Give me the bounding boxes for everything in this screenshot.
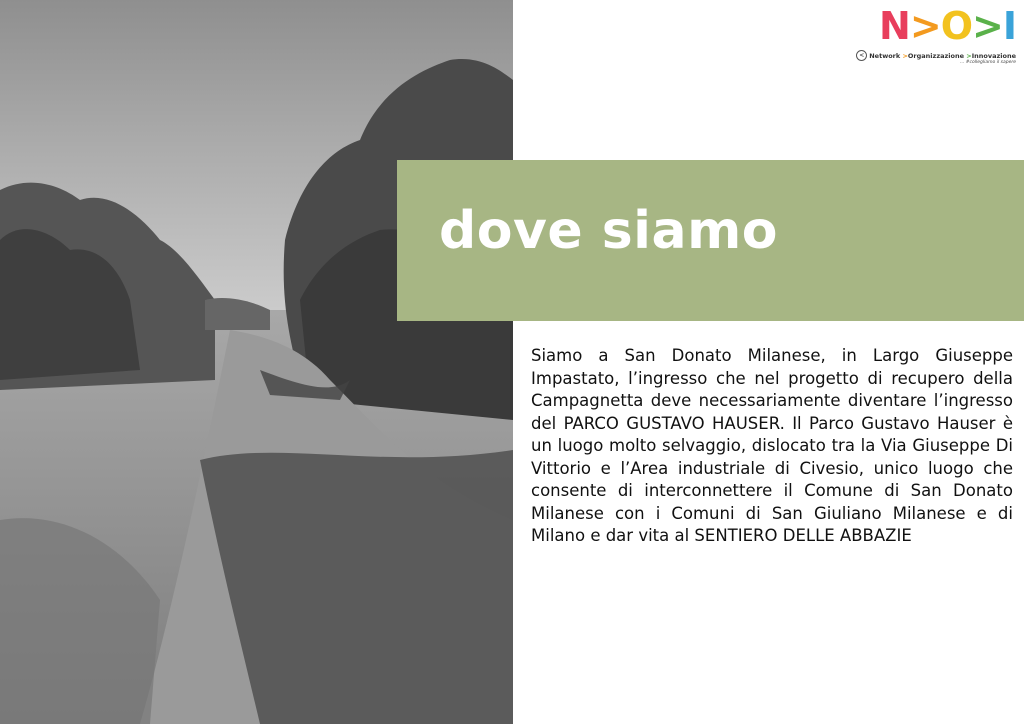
logo-wordmark	[879, 4, 1016, 48]
logo-arrow-2: >	[972, 4, 1003, 48]
page-title: dove siamo	[439, 201, 778, 261]
body-paragraph: Siamo a San Donato Milanese, in Largo Giuseppe Impastato, l’ingresso che nel progetto di recupero della Campagnetta deve necessariamente diventare l’ingresso del PARCO GUSTAVO HAUSER. Il Parco Gustavo Hauser è un luogo molto selvaggio, dislocato tra la Via Giuseppe Di Vittorio e l’Area industriale di Civesio, unico luogo che consente di interconnettere il Comune di San Donato Milanese con i Comuni di San Giuliano Milanese e di Milano e dar vita al SENTIERO DELLE ABBAZIE	[531, 346, 1013, 545]
noi-logo	[859, 4, 1018, 66]
tagline-arrow-1: >	[902, 51, 908, 60]
logo-subtitle: ... #collegliamo il sapere	[960, 60, 1016, 65]
logo-letter-n: N	[879, 4, 910, 48]
logo-letter-o: O	[940, 4, 973, 48]
tagline-arrow-2: >	[966, 51, 972, 60]
logo-arrow-1: >	[909, 4, 941, 48]
tagline-network: Network	[869, 51, 903, 60]
logo-letter-i: I	[1002, 4, 1016, 48]
share-icon: <	[856, 50, 867, 61]
tagline-organizzazione: Organizzazione	[907, 51, 967, 60]
title-band	[397, 160, 1024, 321]
tagline-innovazione: Innovazione	[971, 51, 1016, 60]
